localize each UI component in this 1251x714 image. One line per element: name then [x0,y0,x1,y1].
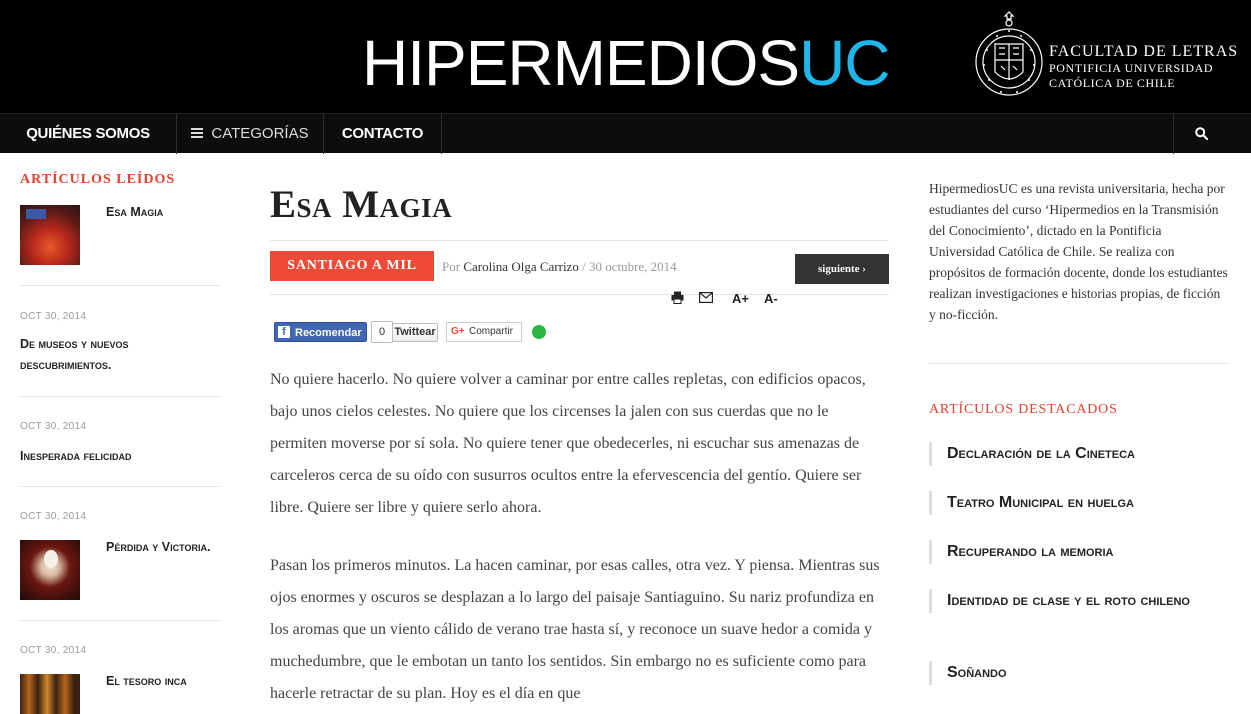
article-thumbnail[interactable] [20,674,80,714]
most-read-item-date: OCT 30, 2014 [20,511,87,522]
next-article-button[interactable]: siguiente › [795,254,889,284]
byline-prefix: Por [442,259,461,274]
thumbnail-face [44,550,58,568]
search-button[interactable] [1173,114,1251,154]
nav-item-quienes-somos[interactable]: QUIÉNES SOMOS [0,114,177,154]
font-decrease-button[interactable]: A- [764,291,778,306]
article-title: Esa Magia [270,183,453,226]
main-nav [0,113,1251,153]
most-read-item-title[interactable]: Esa Magia [106,205,164,219]
site-title-main: HIPERMEDIOS [362,27,800,99]
faculty-name: FACULTAD DE LETRAS [1049,43,1239,60]
facebook-label: Recomendar [295,327,362,339]
twitter-share-button[interactable]: Twittear [392,323,438,342]
site-header [0,0,1251,113]
article-thumbnail[interactable] [20,205,80,265]
article-date: / 30 octubre, 2014 [582,259,677,274]
category-badge[interactable]: SANTIAGO A MIL [270,251,434,281]
most-read-item-date: OCT 30, 2014 [20,311,87,322]
article-paragraph: Pasan los primeros minutos. La hacen caminar, por esas calles, otra vez. Y piensa. Mientras sus ojos enormes y oscuros se desplazan a lo largo del paisaje Santiaguino. Su nariz profundiza en los aromas que un viento cálido de verano trae hasta sí, y reconoce un suave hedor a comida y muchedumbre, que le embotan un tanto los sentidos. Sin embargo no es suficiente como para hacerle retractar de su plan. Hoy es el día en que [270,557,880,702]
byline [442,259,677,275]
featured-item[interactable]: Recuperando la memoria [929,540,1229,564]
most-read-item-title[interactable]: Pérdida y Victoria. [106,540,211,554]
most-read-item-title[interactable]: El tesoro inca [106,674,187,688]
featured-item[interactable]: Declaración de la Cineteca [929,442,1229,466]
site-logo[interactable] [362,28,890,98]
most-read-title: ARTÍCULOS LEÍDOS [20,172,176,187]
whatsapp-share-icon[interactable] [532,325,546,339]
search-icon [1195,127,1208,140]
most-read-item-title[interactable]: Inesperada felicidad [20,449,132,463]
facebook-count: 0 [371,321,393,343]
nav-item-categorias-label: CATEGORÍAS [211,125,309,142]
divider [20,285,220,286]
featured-item[interactable]: Soñando [929,661,1229,685]
divider [270,240,889,241]
google-share-label: Compartir [469,326,513,337]
most-read-item-date: OCT 30, 2014 [20,645,87,656]
divider [270,294,889,295]
font-increase-button[interactable]: A+ [732,291,749,306]
divider [20,486,220,487]
email-icon[interactable] [699,292,713,303]
thumbnail-flag [26,209,46,219]
about-text: HipermediosUC es una revista universitaria, hecha por estudiantes del curso ‘Hipermedios en la Transmisión del Conocimiento’, dictado en la Pontificia Universidad Católica de Chile. Se realiza con propósitos de formación docente, donde los estudiantes realizan investigaciones e historias propias, de ficción y no-ficción. [929,181,1228,322]
university-line-1: PONTIFICIA UNIVERSIDAD [1049,61,1214,75]
most-read-item-title[interactable]: De museos y nuevos descubrimientos. [20,337,129,372]
featured-item[interactable]: Teatro Municipal en huelga [929,491,1229,515]
divider [20,396,220,397]
divider [929,363,1229,364]
featured-item[interactable]: Identidad de clase y el roto chileno [929,589,1199,613]
nav-item-contacto[interactable]: CONTACTO [324,114,442,154]
faculty-logo[interactable] [975,10,1239,105]
featured-title: ARTÍCULOS DESTACADOS [929,402,1118,417]
site-title-accent: UC [799,27,890,99]
university-seal-icon [975,10,1043,102]
most-read-item-date: OCT 30, 2014 [20,421,87,432]
google-plus-icon: G+ [451,326,465,337]
university-line-2: CATÓLICA DE CHILE [1049,76,1176,90]
divider [20,620,220,621]
article-paragraph: No quiere hacerlo. No quiere volver a caminar por entre calles repletas, con edificios opacos, bajo unos cielos celestes. No quiere que los circenses la jalen con sus cuerdas que no le permiten moverse por sí sola. No quiere tener que obedecerles, ni escuchar sus amenazas de carceleros cerca de su oído con susurros ocultos entre la efervescencia del gentío. Quiere ser libre. Quiere ser libre y quiere serlo ahora. [270,371,866,516]
facebook-recommend-button[interactable] [274,322,367,342]
faculty-text [1049,43,1238,91]
facebook-icon: f [278,326,290,338]
google-share-button[interactable] [446,322,522,342]
menu-icon [191,128,203,138]
article-thumbnail[interactable] [20,540,80,600]
nav-item-categorias[interactable] [177,114,324,154]
print-icon[interactable] [671,291,684,304]
author-link[interactable]: Carolina Olga Carrizo [463,259,579,274]
